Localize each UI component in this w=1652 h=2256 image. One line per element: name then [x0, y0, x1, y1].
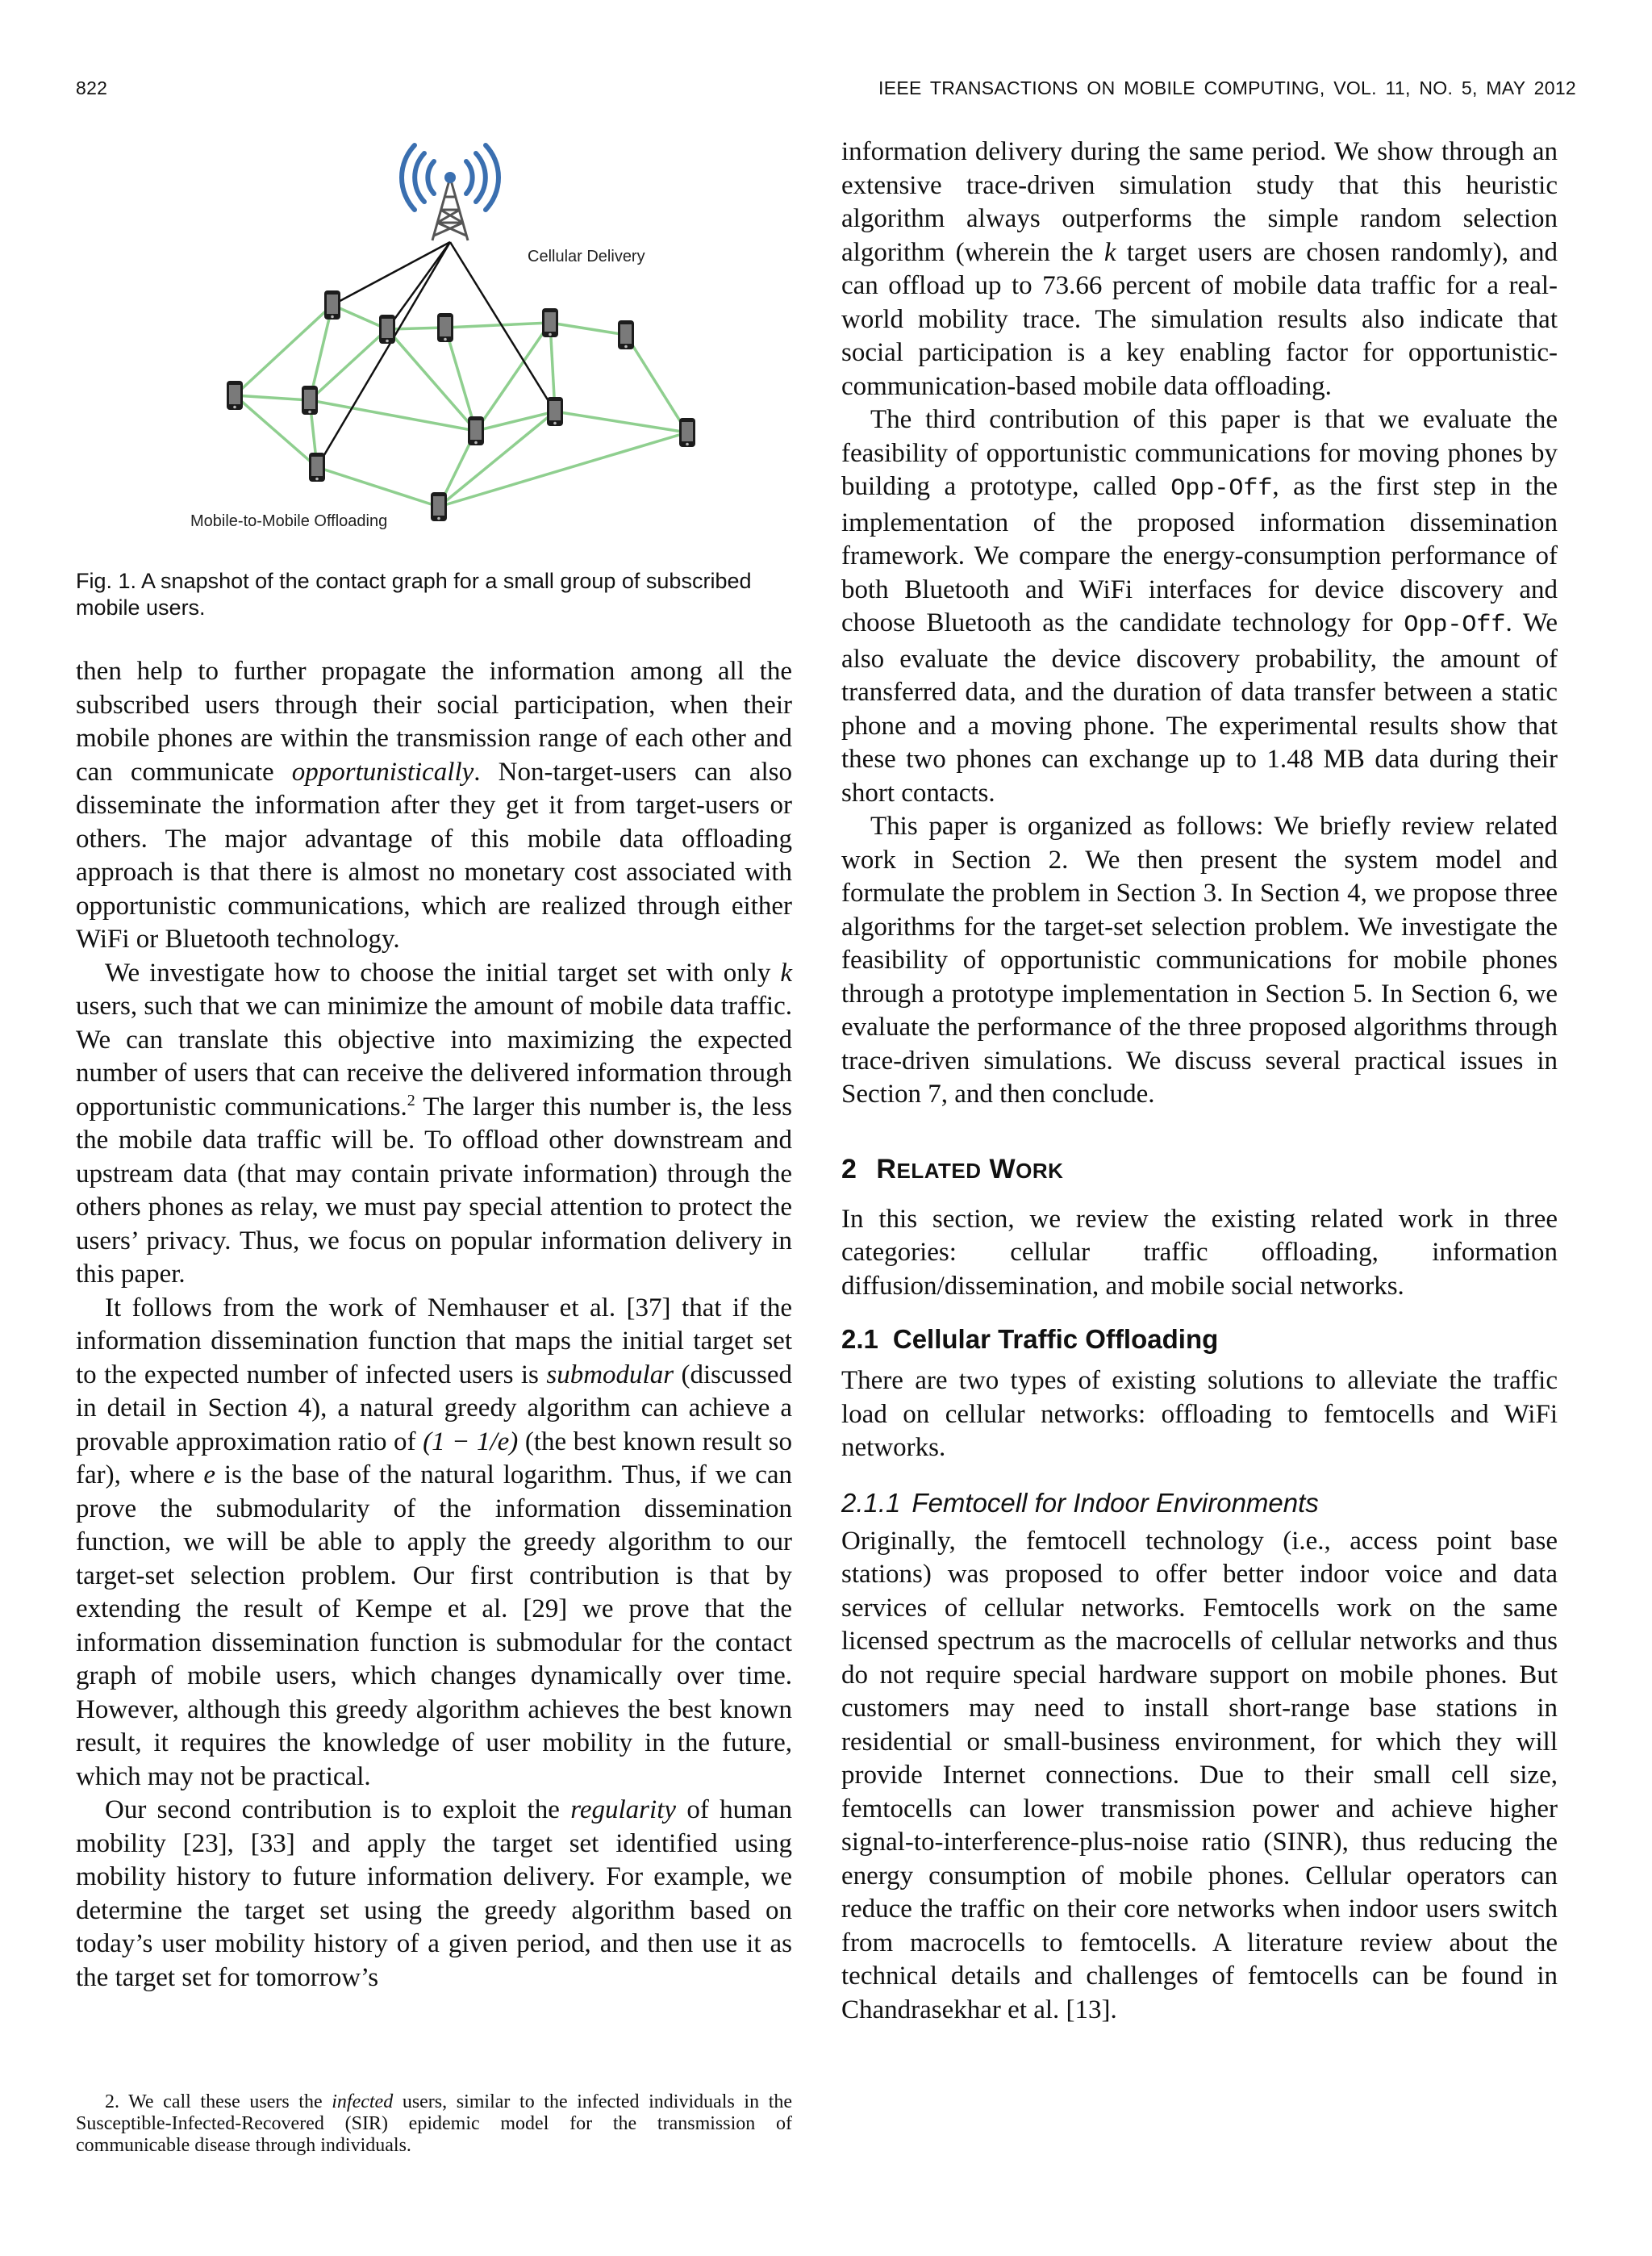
mobile-phone-icon: [324, 290, 340, 320]
footnote-ref: 2: [407, 1091, 415, 1109]
m2m-edge: [332, 305, 387, 329]
mobile-phone-icon: [302, 386, 318, 415]
cellular-edges: [317, 242, 555, 467]
page-number: 822: [76, 77, 108, 98]
m2m-edge: [310, 400, 476, 431]
paragraph: It follows from the work of Nemhauser et al. [37] that if the information dissemination function that maps the initial target set to the expected number of infected users is submodular (discussed in detail in Section 4), a natural greedy algorithm can achieve a provable approximation ratio of (1 − 1/e) (the best known result so far), where e is the base of the natural logarithm. Thus, if we can prove the submodularity of the information dissemination function, we will be able to apply the greedy algorithm to our target-set selection problem. Our first contribution is that by extending the result of Kempe et al. [29] we prove that the information dissemination function is submodular for the contact graph of mobile users, which changes dynamically over time. However, although this greedy algorithm achieves the best known result, it requires the knowledge of user mobility in the future, which may not be practical.: [76, 1293, 793, 1791]
mobile-phone-icon: [227, 381, 243, 410]
footnote: 2. We call these users the infected users, similar to the infected individuals in the Susceptible-Infected-Recovered (SIR) epidemic model for the transmission of communicable disease through individuals.: [76, 2091, 793, 2156]
cellular-edge: [317, 242, 450, 467]
mobile-phone-icon: [309, 453, 325, 482]
mobile-phone-icon: [379, 315, 395, 344]
subsubsection-2-1-1-body: Originally, the femtocell technology (i.e., access point base stations) was proposed to offer better indoor voice and data services of cellular networks. Femtocells work on the same licensed spectrum as the macrocells of cellular networks and thus do not require special hardware support on mobile phones. But customers may need to install short-range base stations in residential or small-business environment, for which they will provide Internet connections. Due to their small cell size, femtocells can lower transmission power and achieve higher signal-to-interference-plus-noise ratio (SINR), thus reducing the energy consumption of mobile phones. Cellular operators can reduce the traffic on their core networks when indoor users switch from macrocells to femtocells. A literature review about the technical details and challenges of femtocells can be found in Chandrasekhar et al. [13].: [841, 1526, 1558, 2024]
subsection-heading-cellular-offloading: 2.1 Cellular Traffic Offloading: [841, 1324, 1219, 1354]
mobile-phone-icon: [679, 418, 695, 447]
mobile-phone-icon: [431, 492, 447, 521]
subsection-2-1-body: There are two types of existing solutions to alleviate the traffic load on cellular networks: offloading to femtocells and WiFi networks.: [841, 1366, 1558, 1462]
m2m-edge: [317, 467, 439, 507]
mobile-phone-icon: [468, 416, 484, 445]
m2m-edge: [550, 323, 626, 335]
cell-tower-icon: [402, 145, 499, 240]
mobile-phone-icon: [547, 397, 563, 426]
paragraph: The third contribution of this paper is that we evaluate the feasibility of opportunistic communications for moving phones by building a prototype, called Opp-Off, as the first step in the implementation of the proposed information dissemination framework. We compare the energy-consumption performance of both Bluetooth and WiFi interfaces for device discovery and choose Bluetooth as the candidate technology for Opp-Off. We also evaluate the device discovery probability, the amount of transferred data, and the duration of data transfer between a static phone and a moving phone. The experimental results show that these two phones can exchange up to 1.48 MB data during their short contacts.: [841, 405, 1558, 808]
mobile-phone-icon: [542, 308, 558, 337]
right-body: [841, 136, 1558, 1112]
paragraph: then help to further propagate the information among all the subscribed users through their social participation, when their mobile phones are within the transmission range of each other and can communicate opportunistically. Non-target-users can also disseminate the information after they get it from target-users or others. The major advantage of this mobile data offloading approach is that there is almost no monetary cost associated with opportunistic communications, which are realized through either WiFi or Bluetooth technology.: [76, 657, 793, 954]
contact-graph: [76, 136, 792, 555]
phones: [227, 290, 695, 521]
m2m-edge: [445, 323, 550, 328]
paragraph: Our second contribution is to exploit the regularity of human mobility [23], [33] and apply the target set identified using mobility history to future information delivery. For example, we determine the target set using the greedy algorithm based on today’s user mobility history of a given period, and then use it as the target set for tomorrow’s: [76, 1795, 792, 1992]
paragraph: information delivery during the same period. We show through an extensive trace-driven simulation study that this heuristic algorithm always outperforms the simple random selection algorithm (wherein the k target users are chosen randomly), and can offload up to 73.66 percent of mobile data traffic for a real-world mobility trace. The simulation results also indicate that social participation is a key enabling factor for opportunistic-communication-based mobile data offloading.: [841, 137, 1558, 401]
m2m-edge: [387, 328, 445, 329]
mobile-phone-icon: [618, 320, 634, 349]
section-2-body: In this section, we review the existing related work in three categories: cellular traffic offloading, information diffusion/dissemination, and mobile social networks.: [841, 1204, 1558, 1301]
label-cellular-delivery: Cellular Delivery: [528, 248, 645, 265]
figure-caption: Fig. 1. A snapshot of the contact graph for a small group of subscribed mobile users.: [76, 569, 752, 620]
subsubsection-heading-femtocell: 2.1.1 Femtocell for Indoor Environments: [841, 1487, 1319, 1518]
label-m2m-offloading: Mobile-to-Mobile Offloading: [190, 512, 388, 530]
right-column: [841, 136, 1558, 2027]
figure-1: [76, 136, 792, 555]
m2m-edge: [555, 412, 687, 432]
paragraph: We investigate how to choose the initial target set with only k users, such that we can minimize the amount of mobile data traffic. We can translate this objective into maximizing the expected number of users that can receive the delivered information through opportunistic communications.$^2$ The larger this number is, the less the mobile data traffic will be. To offload other downstream and upstream data (that may contain private information) through the others phones as relay, we must pay special attention to protect the users’ privacy. Thus, we focus on popular information delivery in this paper.: [76, 958, 792, 1289]
paragraph: This paper is organized as follows: We briefly review related work in Section 2. We then present the system model and formulate the problem in Section 3. In Section 4, we propose three algorithms for the target-set selection problem. We investigate the feasibility of opportunistic communications for mobile phones through a prototype implementation in Section 5. In Section 6, we evaluate the performance of the three proposed algorithms through trace-driven simulations. We discuss several practical issues in Section 7, and then conclude.: [841, 812, 1558, 1109]
m2m-edge: [235, 305, 332, 395]
m2m-edge: [626, 335, 687, 432]
running-header: [76, 77, 1576, 110]
left-column: [76, 136, 792, 1995]
m2m-edge: [310, 329, 387, 400]
section-heading-related-work: 2 RELATED WORK: [841, 1153, 1064, 1184]
left-body: [76, 655, 792, 1995]
journal-header: IEEE TRANSACTIONS ON MOBILE COMPUTING, VOL. 11, NO. 5, MAY 2012: [878, 77, 1576, 98]
mobile-phone-icon: [437, 313, 453, 342]
m2m-edge: [235, 395, 310, 400]
